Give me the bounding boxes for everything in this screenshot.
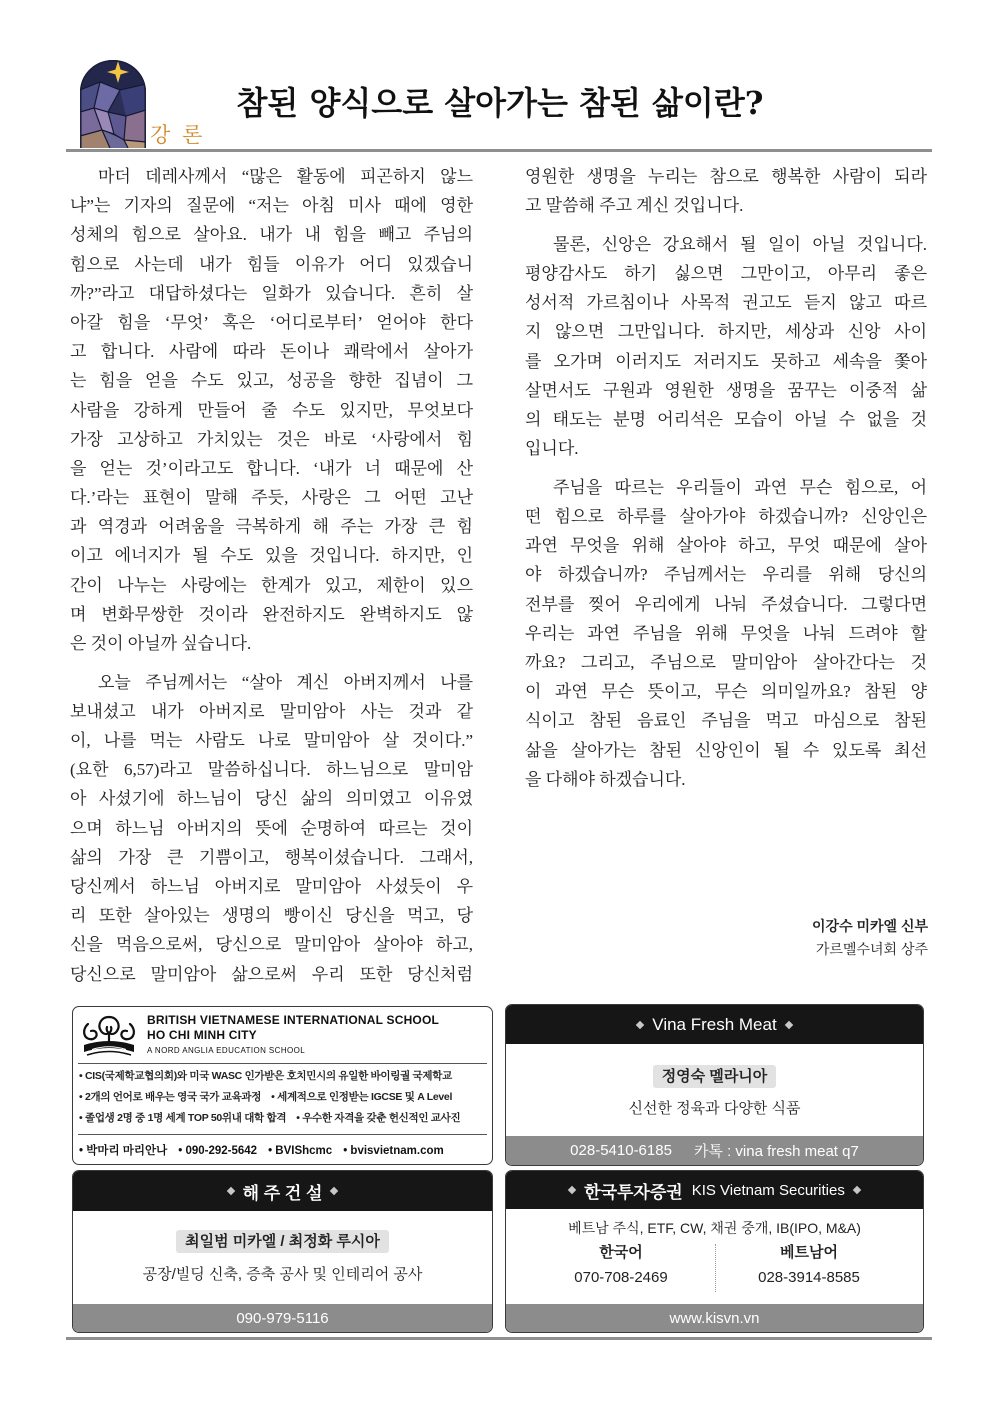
article-paragraph bbox=[525, 473, 927, 794]
contact-phone: 070-708-2469 bbox=[574, 1269, 668, 1286]
ad-footer bbox=[73, 1304, 492, 1332]
section-label: 강 론 bbox=[150, 124, 206, 147]
author-affiliation: 가르멜수녀회 상주 bbox=[815, 941, 928, 957]
article-line: 을 얻는 것’이라고도 합니다. ‘내가 너 때문에 산 bbox=[70, 458, 473, 478]
article-line: 평양감사도 하기 싫으면 그만이고, 아무리 좋은 bbox=[525, 264, 927, 284]
article-line: 고 말씀해 주고 계신 것입니다. bbox=[525, 196, 744, 216]
school-features bbox=[79, 1066, 488, 1129]
article-line: 가장 고상하고 가치있는 것은 바로 ‘사랑에서 힘 bbox=[70, 429, 473, 449]
diamond-icon bbox=[636, 1020, 644, 1028]
article-paragraph bbox=[70, 162, 473, 658]
article-line: (요한 6,57)라고 말씀하십니다. 하느님으로 말미암 bbox=[70, 760, 473, 780]
contact-website: www.kisvn.vn bbox=[669, 1309, 760, 1327]
school-contacts bbox=[79, 1141, 488, 1161]
article-line: 전부를 찢어 우리에게 나눠 주셨습니다. 그렇다면 bbox=[525, 594, 927, 614]
ad-contact-row bbox=[506, 1065, 923, 1087]
article-line: 힘으로 사는데 내가 힘들 이유가 어디 있겠습니 bbox=[70, 254, 473, 274]
article-line: 은 것이 아닐까 싶습니다. bbox=[70, 634, 252, 653]
school-name: BRITISH VIETNAMESE INTERNATIONAL SCHOOL bbox=[147, 1013, 440, 1027]
article-paragraph bbox=[525, 230, 927, 464]
article-line: 주님을 따르는 우리들이 과연 무슨 힘으로, 어 bbox=[553, 477, 927, 497]
article-line: 아 사셨기에 하느님이 당신 삶의 의미였고 이유였 bbox=[70, 789, 473, 809]
contact-person: 정영숙 멜라니아 bbox=[653, 1065, 777, 1088]
contact-language: 한국어 bbox=[599, 1244, 643, 1261]
article-line: 이, 나를 먹는 사람도 나로 말미암아 살 것이다.” bbox=[70, 731, 473, 751]
article-line: 당신으로 말미암아 삶으로써 우리 또한 당신처럼 bbox=[70, 964, 473, 984]
article-line: 다.’라는 표현이 말해 주듯, 사랑은 그 어떤 고난 bbox=[70, 488, 473, 508]
ad-haeju-construction bbox=[72, 1170, 493, 1333]
divider bbox=[78, 1134, 487, 1135]
author-name: 이강수 미카엘 신부 bbox=[812, 918, 928, 934]
ad-title: 해 주 건 설 bbox=[242, 1183, 323, 1203]
contact-phone: 028-5410-6185 bbox=[570, 1142, 672, 1159]
article-line: 냐”는 기자의 질문에 “저는 아침 미사 때에 영한 bbox=[70, 196, 473, 216]
article-line: 신을 먹음으로써, 당신으로 말미암아 살아야 하고, bbox=[70, 935, 473, 955]
feature-row bbox=[79, 1066, 488, 1087]
article-line: 입니다. bbox=[525, 439, 579, 459]
article-line: 을 다해야 하겠습니다. bbox=[525, 769, 686, 789]
ad-title-english: KIS Vietnam Securities bbox=[691, 1181, 845, 1199]
article-left-column bbox=[70, 162, 473, 989]
article-line: 지 않으면 그만입니다. 하지만, 세상과 신앙 사이 bbox=[525, 322, 927, 342]
feature-item: • CIS(국제학교협의회)와 미국 WASC 인가받은 호치민시의 유일한 바이링궐 국제학교 bbox=[79, 1066, 452, 1087]
article-line: 를 오가며 이러지도 저러지도 못하고 세속을 쫓아 bbox=[525, 351, 927, 371]
contact-website: • bvisvietnam.com bbox=[343, 1141, 444, 1161]
article-line: 아갈 힘을 ‘무엇’ 혹은 ‘어디로부터’ 얻어야 한다 bbox=[70, 312, 473, 332]
ad-vina-fresh-meat bbox=[505, 1004, 924, 1166]
feature-item: • 졸업생 2명 중 1명 세계 TOP 50위내 대학 합격 bbox=[79, 1108, 286, 1129]
feature-item: • 세계적으로 인정받는 IGCSE 및 A Level bbox=[271, 1087, 452, 1108]
article-line: 까?”라고 대답하셨다는 일화가 있습니다. 흔히 살 bbox=[70, 283, 473, 303]
ad-header bbox=[506, 1005, 923, 1044]
article-line: 으며 하느님 아버지의 뜻에 순명하여 따르는 것이 bbox=[70, 818, 473, 838]
feature-row bbox=[79, 1087, 488, 1108]
ad-bvis-school bbox=[72, 1006, 493, 1165]
article-line: 사람을 강하게 만들어 줄 수도 있지만, 무엇보다 bbox=[70, 400, 473, 420]
article-line: 며 변화무쌍한 것이라 완전하지도 완벽하지도 않 bbox=[70, 604, 473, 624]
bottom-divider bbox=[66, 1337, 932, 1340]
ad-contact-row bbox=[73, 1230, 492, 1252]
ad-description: 공장/빌딩 신축, 증축 공사 및 인테리어 공사 bbox=[142, 1266, 423, 1283]
article-line: 영원한 생명을 누리는 참으로 행복한 사람이 되라 bbox=[525, 167, 927, 186]
stained-glass-icon bbox=[80, 60, 146, 148]
article-line: 당신께서 하느님 아버지로 말미암아 사셨듯이 우 bbox=[70, 877, 473, 896]
article-line: 살면서도 구원과 영원한 생명을 꿈꾸는 이중적 삶 bbox=[525, 380, 927, 400]
ad-footer bbox=[506, 1304, 923, 1332]
ad-title-korean: 한국투자증권 bbox=[584, 1182, 683, 1202]
feature-item: • 우수한 자격을 갖춘 헌신적인 교사진 bbox=[296, 1108, 460, 1129]
article-line: 마더 데레사께서 “많은 활동에 피곤하지 않느 bbox=[98, 167, 473, 186]
contact-phone: 090-979-5116 bbox=[236, 1309, 329, 1327]
article-line: 보내셨고 내가 아버지로 말미암아 사는 것과 같 bbox=[70, 701, 473, 721]
article-line: 성서적 가르침이나 사목적 권고도 듣지 않고 따르 bbox=[525, 293, 927, 313]
top-divider bbox=[66, 149, 932, 152]
contact-language: 베트남어 bbox=[780, 1244, 838, 1261]
article-line: 까요? 그리고, 주님으로 말미암아 살아간다는 것 bbox=[525, 653, 927, 672]
article-line: 고 합니다. 사람에 따라 돈이나 쾌락에서 살아가 bbox=[70, 342, 473, 362]
diamond-icon bbox=[330, 1187, 338, 1195]
diamond-icon bbox=[226, 1187, 234, 1195]
contact-person: 최일범 미카엘 / 최정화 루시아 bbox=[176, 1230, 389, 1253]
article-line: 삶의 가장 큰 기쁨이고, 행복이셨습니다. 그래서, bbox=[70, 847, 473, 867]
article-line: 의 태도는 분명 어리석은 모습이 아닐 수 없을 것 bbox=[525, 410, 927, 429]
article-line: 우리는 과연 주님을 위해 무엇을 나눠 드려야 할 bbox=[525, 623, 927, 643]
ad-services: 베트남 주식, ETF, CW, 채권 중개, IB(IPO, M&A) bbox=[568, 1220, 861, 1236]
ad-kis-securities bbox=[505, 1170, 924, 1333]
ad-description: 신선한 정육과 다양한 식품 bbox=[628, 1100, 801, 1117]
article-right-column bbox=[525, 162, 927, 794]
article-line: 야 하겠습니까? 주님께서는 우리를 위해 당신의 bbox=[525, 565, 927, 585]
bvis-crest-icon bbox=[79, 1012, 139, 1058]
article-line: 간이 나누는 사랑에는 한계가 있고, 제한이 있으 bbox=[70, 575, 473, 595]
diamond-icon bbox=[853, 1186, 861, 1194]
article-line: 는 힘을 얻을 수도 있고, 성공을 향한 집념이 그 bbox=[70, 371, 473, 391]
contact-social: • BVIShcmc bbox=[268, 1141, 332, 1161]
article-line: 과연 무엇을 위해 살아야 하고, 무엇 때문에 살아 bbox=[525, 536, 927, 556]
feature-row bbox=[79, 1108, 488, 1129]
school-tagline: A NORD ANGLIA EDUCATION SCHOOL bbox=[147, 1046, 306, 1055]
article-line: 성체의 힘으로 살아요. 내가 내 힘을 빼고 주님의 bbox=[70, 225, 473, 245]
contact-person: • 박마리 마리안나 bbox=[79, 1141, 167, 1161]
divider bbox=[78, 1063, 487, 1064]
article-line: 과 역경과 어려움을 극복하게 해 주는 가장 큰 힘 bbox=[70, 517, 473, 537]
article-line: 이 과연 무슨 뜻이고, 무슨 의미일까요? 참된 양 bbox=[525, 682, 927, 702]
article-line: 오늘 주님께서는 “살아 계신 아버지께서 나를 bbox=[98, 672, 473, 692]
article-line: 이고 에너지가 될 수도 있을 것입니다. 하지만, 인 bbox=[70, 546, 473, 566]
article-paragraph bbox=[70, 668, 473, 989]
contact-phone: 028-3914-8585 bbox=[758, 1269, 860, 1286]
article-line: 물론, 신앙은 강요해서 될 일이 아닐 것입니다. bbox=[553, 234, 927, 254]
ad-header bbox=[506, 1171, 923, 1209]
contact-phone: • 090-292-5642 bbox=[178, 1141, 257, 1161]
contact-kakao: 카톡 : vina fresh meat q7 bbox=[693, 1143, 859, 1160]
page-title: 참된 양식으로 살아가는 참된 삶이란? bbox=[236, 84, 764, 122]
article-paragraph bbox=[525, 162, 927, 220]
diamond-icon bbox=[784, 1020, 792, 1028]
article-line: 떤 힘으로 하루를 살아가야 하겠습니까? 신앙인은 bbox=[525, 507, 927, 527]
article-line: 삶을 살아가는 참된 신앙인이 될 수 있도록 최선 bbox=[525, 740, 927, 760]
article-line: 식이고 참된 음료인 주님을 먹고 마심으로 참된 bbox=[525, 711, 927, 731]
school-city: HO CHI MINH CITY bbox=[147, 1028, 257, 1042]
ad-footer bbox=[506, 1136, 923, 1165]
ad-title: Vina Fresh Meat bbox=[652, 1014, 777, 1034]
article-line: 리 또한 살아있는 생명의 빵이신 당신을 먹고, 당 bbox=[70, 906, 473, 926]
diamond-icon bbox=[568, 1186, 576, 1194]
ad-header bbox=[73, 1171, 492, 1211]
feature-item: • 2개의 언어로 배우는 영국 국가 교육과정 bbox=[79, 1087, 261, 1108]
